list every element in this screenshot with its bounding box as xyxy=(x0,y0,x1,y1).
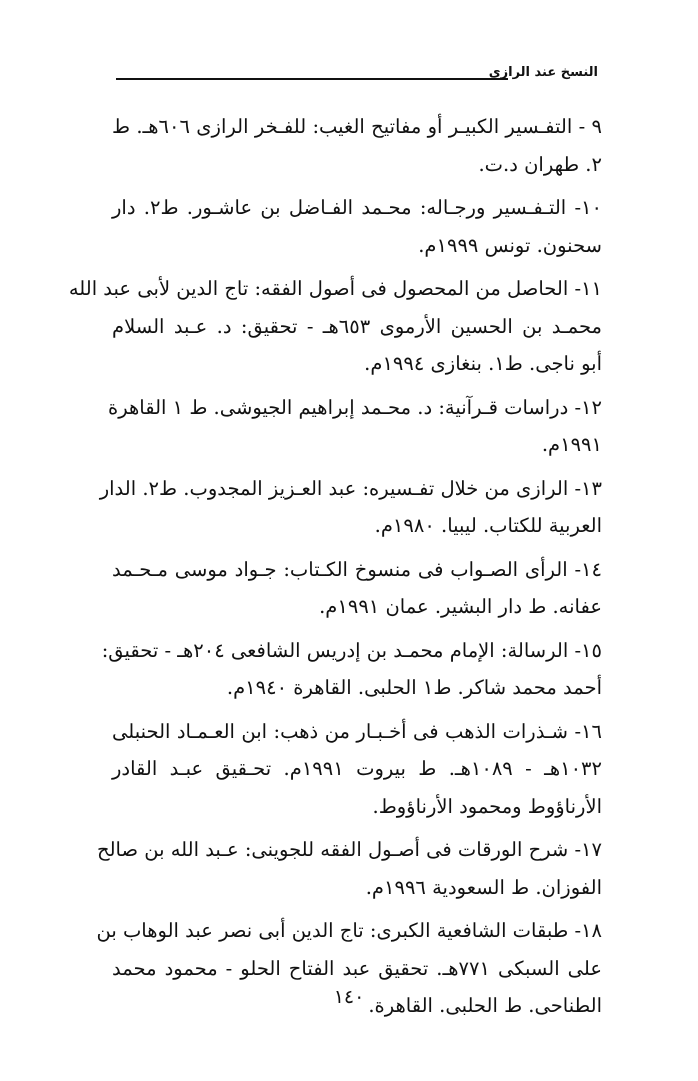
entry-line: ١٢- دراسات قـرآنية: د. محـمد إبراهيم الجيوشى. ط ١ القاهرة xyxy=(108,395,602,419)
entry-line: ١٦- شـذرات الذهب فى أخـبـار من ذهب: ابن العـمـاد الحنبلى xyxy=(112,719,602,743)
running-title: النسخ عند الرازى xyxy=(488,65,598,80)
entry-line: العربية للكتاب. ليبيا. ١٩٨٠م. xyxy=(374,514,602,537)
header-rule xyxy=(116,78,508,80)
entry-line: ١٥- الرسالة: الإمام محمـد بن إدريس الشافعى ٢٠٤هـ - تحقيق: xyxy=(101,638,602,662)
entry-line: ١١- الحاصل من المحصول فى أصول الفقه: تاج الدين لأبى عبد الله xyxy=(68,277,602,300)
bibliography-entry-12 xyxy=(108,389,602,464)
bibliography-entry-17 xyxy=(97,831,602,906)
entry-line: ١٠٣٢هـ - ١٠٨٩هـ. ط بيروت ١٩٩١م. تحـقيق عبـد القادر xyxy=(112,757,603,780)
entry-line: أحمد محمد شاكر. ط١ الحلبى. القاهرة ١٩٤٠م. xyxy=(226,676,602,699)
entry-line: ١٠- التـفـسير ورجـاله: محـمد الفـاضل بن عاشـور. ط٢. دار xyxy=(112,196,602,219)
entry-line: الطناحى. ط الحلبى. القاهرة. xyxy=(368,994,602,1017)
bibliography-entry-15 xyxy=(101,632,602,707)
entry-line: أبو ناجى. ط١. بنغازى ١٩٩٤م. xyxy=(364,352,602,375)
bibliography-entry-10 xyxy=(112,189,602,264)
entry-line: ٩ - التفـسير الكبيـر أو مفاتيح الغيب: للفـخر الرازى ٦٠٦هـ. ط xyxy=(112,115,602,138)
page-header xyxy=(116,64,598,90)
entry-line: عفانه. ط دار البشير. عمان ١٩٩١م. xyxy=(319,595,602,618)
entry-line: محمـد بن الحسين الأرموى ٦٥٣هـ - تحقيق: د. عـبد السلام xyxy=(112,314,602,338)
bibliography-entry-14 xyxy=(112,551,602,626)
bibliography-entry-13 xyxy=(99,470,602,545)
entry-line: ١٣- الرازى من خلال تفـسيره: عبد العـزيز المجدوب. ط٢. الدار xyxy=(99,476,602,500)
bibliography-entry-16 xyxy=(112,713,602,826)
entry-line: الفوزان. ط السعودية ١٩٩٦م. xyxy=(365,875,602,899)
entry-line: ١٩٩١م. xyxy=(541,433,602,456)
entry-line: ١٤- الرأى الصـواب فى منسوخ الكـتاب: جـواد موسى مـحـمد xyxy=(112,557,602,581)
page-number: ١٤٠ xyxy=(333,986,365,1008)
bibliography-list xyxy=(68,108,603,1031)
entry-line: الأرناؤوط ومحمود الأرناؤوط. xyxy=(372,794,602,818)
entry-line: ٢. طهران د.ت. xyxy=(478,152,602,176)
bibliography-entry-9 xyxy=(112,108,602,183)
entry-line: على السبكى ٧٧١هـ. تحقيق عبد الفتاح الحلو - محمود محمد xyxy=(112,956,603,980)
bibliography-entry-11 xyxy=(68,270,602,383)
entry-line: ١٨- طبقات الشافعية الكبرى: تاج الدين أبى نصر عبد الوهاب بن xyxy=(96,919,602,942)
entry-line: ١٧- شرح الورقات فى أصـول الفقه للجوينى: عـبد الله بن صالح xyxy=(97,838,602,861)
entry-line: سحنون. تونس ١٩٩٩م. xyxy=(418,233,602,257)
